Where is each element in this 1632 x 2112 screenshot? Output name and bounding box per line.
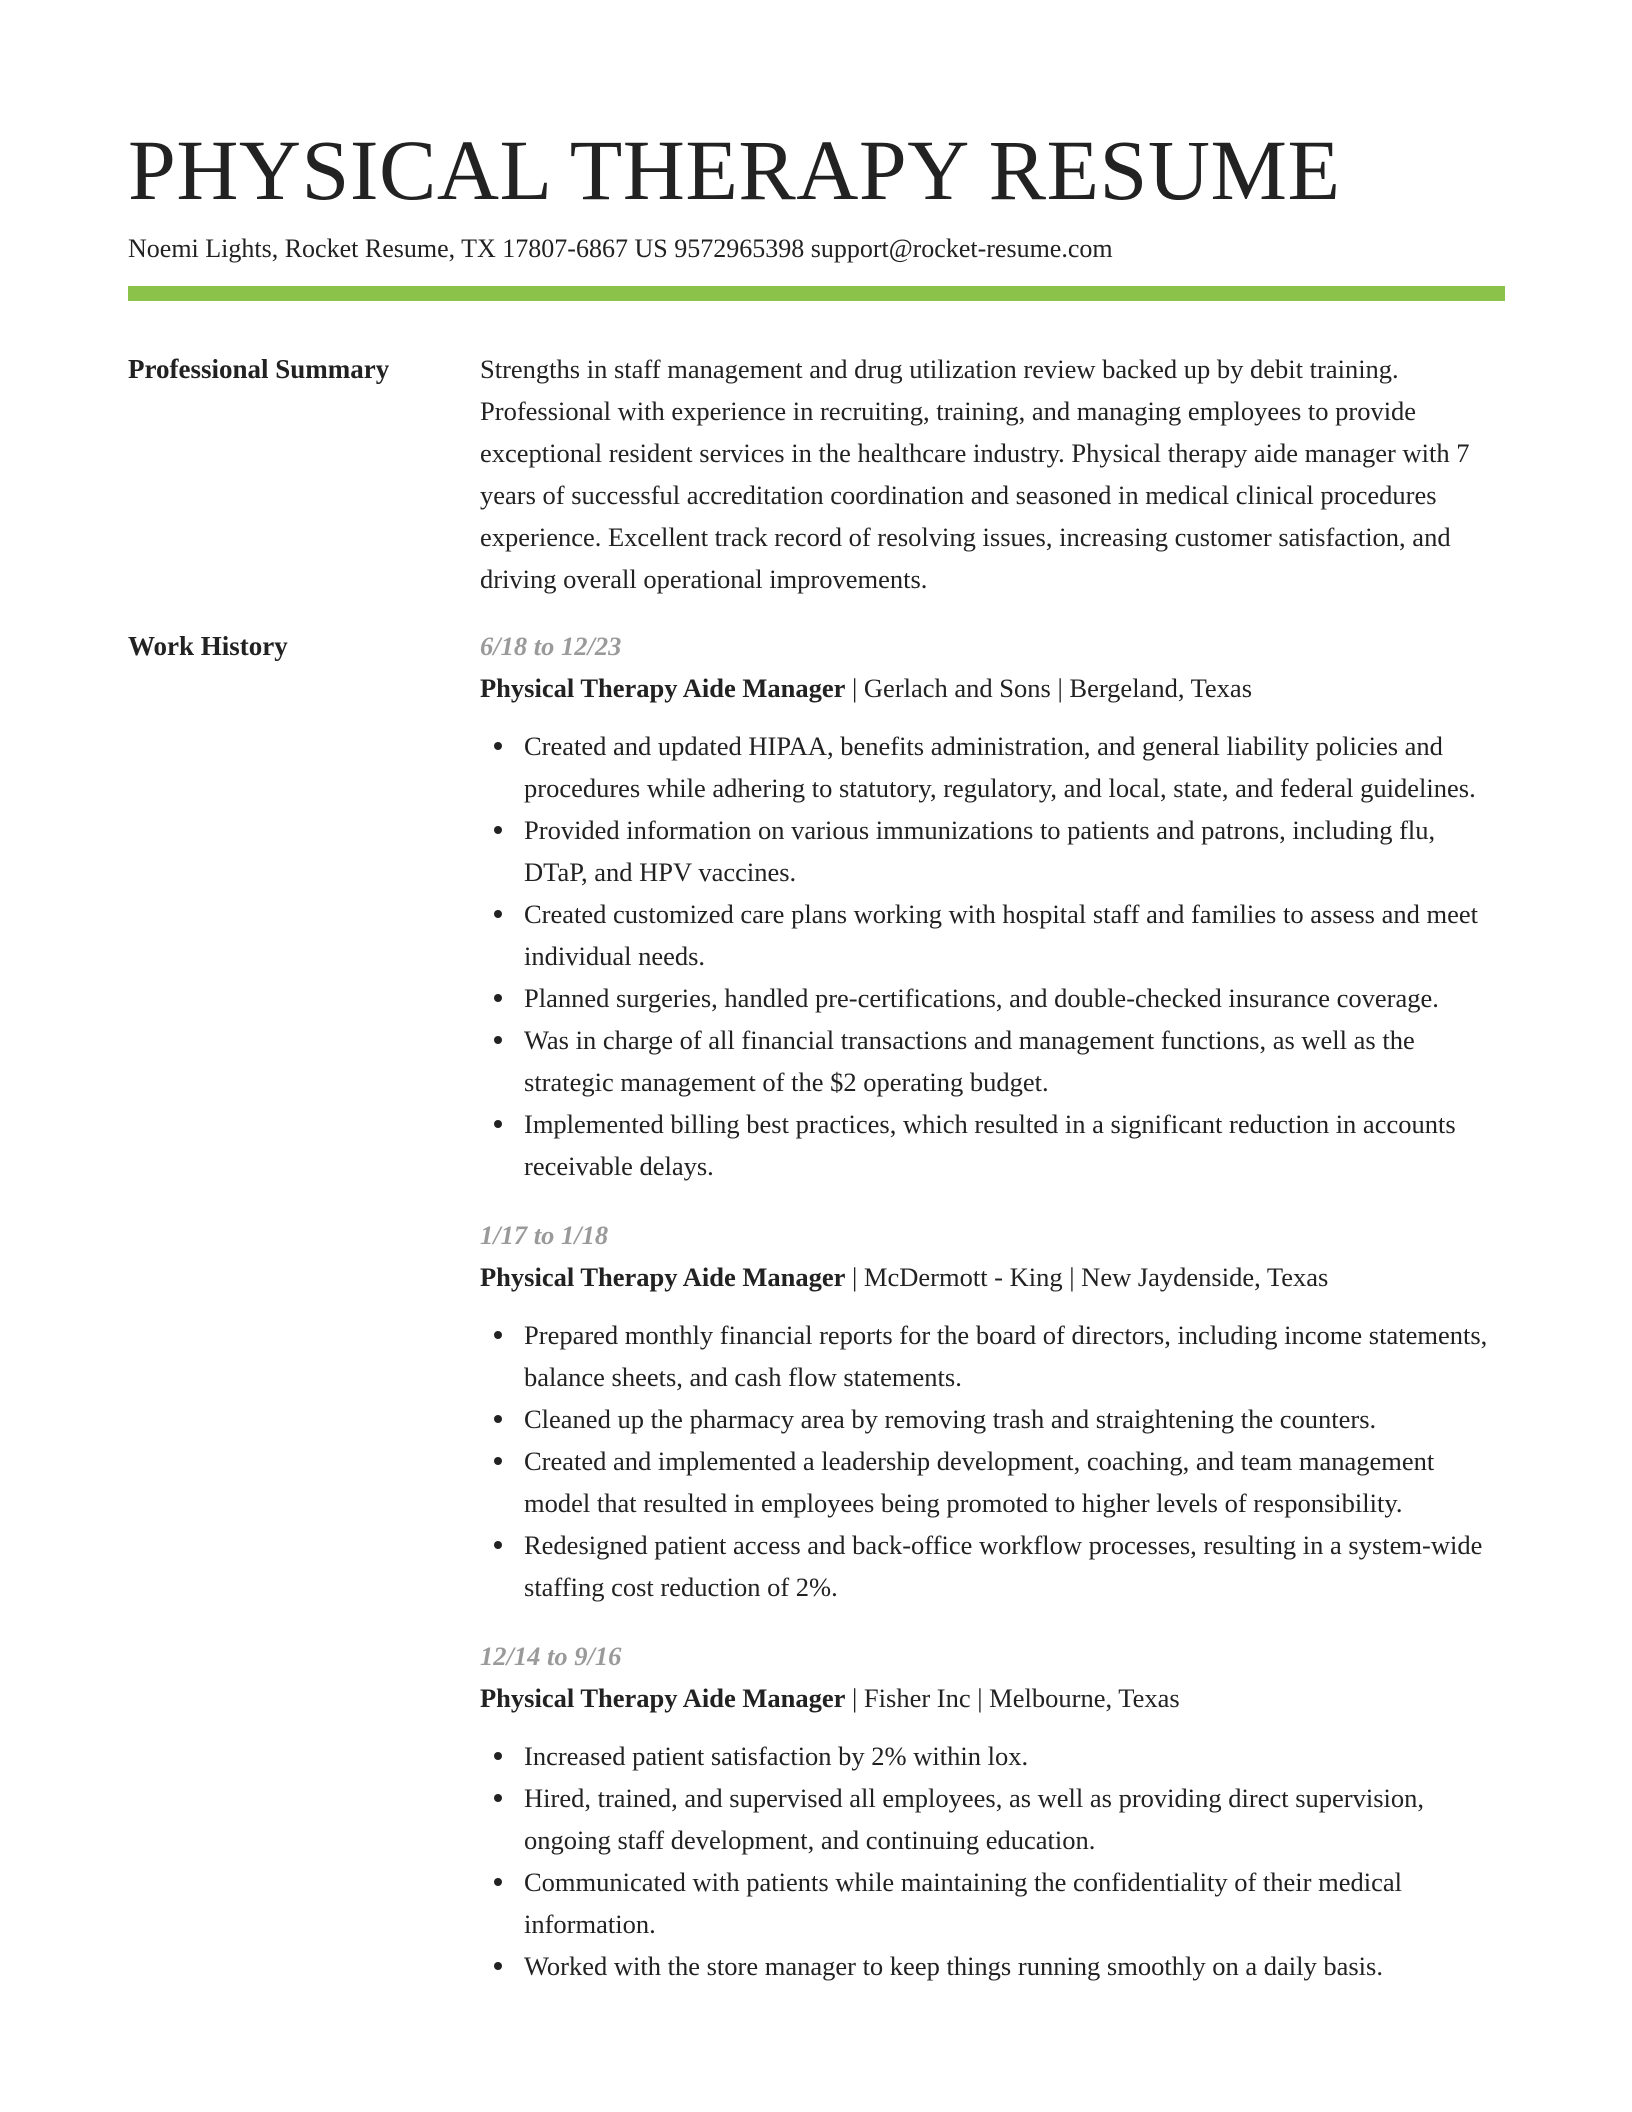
summary-section	[128, 353, 1505, 600]
job-heading	[480, 1677, 1505, 1719]
job-entry	[480, 625, 1505, 1187]
job-bullet	[480, 1945, 1505, 1987]
bullet-icon	[494, 1541, 502, 1549]
bullet-icon	[494, 742, 502, 750]
job-bullet	[480, 1314, 1505, 1398]
job-heading	[480, 667, 1505, 709]
accent-rule	[128, 286, 1505, 301]
job-bullet-text: Created and implemented a leadership development, coaching, and team management model that resulted in employees being promoted to higher levels of responsibility.	[524, 1446, 1435, 1518]
bullet-icon	[494, 1962, 502, 1970]
job-bullet	[480, 977, 1505, 1019]
job-bullet-text: Created customized care plans working with hospital staff and families to assess and meet individual needs.	[524, 899, 1478, 971]
job-bullet-text: Communicated with patients while maintaining the confidentiality of their medical information.	[524, 1867, 1402, 1939]
work-history-section	[128, 630, 1505, 2019]
job-bullet	[480, 1440, 1505, 1524]
summary-text: Strengths in staff management and drug utilization review backed up by debit training. Professional with experience in recruiting, training, and managing employees to provide exceptional resident services in the healthcare industry. Physical therapy aide manager with 7 years of successful accreditation coordination and seasoned in medical clinical procedures experience. Excellent track record of resolving issues, increasing customer satisfaction, and driving overall operational improvements.	[480, 354, 1470, 594]
job-bullet-text: Worked with the store manager to keep things running smoothly on a daily basis.	[524, 1951, 1383, 1981]
job-bullet-text: Redesigned patient access and back-office workflow processes, resulting in a system-wide staffing cost reduction of 2%.	[524, 1530, 1483, 1602]
job-bullet	[480, 1777, 1505, 1861]
job-bullet-text: Created and updated HIPAA, benefits administration, and general liability policies and procedures while adhering to statutory, regulatory, and local, state, and federal guidelines.	[524, 731, 1476, 803]
bullet-icon	[494, 1878, 502, 1886]
bullet-icon	[494, 826, 502, 834]
bullet-icon	[494, 994, 502, 1002]
job-bullet	[480, 1398, 1505, 1440]
bullet-icon	[494, 1036, 502, 1044]
bullet-icon	[494, 1457, 502, 1465]
job-title: Physical Therapy Aide Manager	[480, 1683, 846, 1713]
job-entry	[480, 1635, 1505, 1987]
job-title: Physical Therapy Aide Manager	[480, 1262, 846, 1292]
job-dates: 1/17 to 1/18	[480, 1220, 609, 1250]
job-dates: 12/14 to 9/16	[480, 1641, 622, 1671]
bullet-icon	[494, 1415, 502, 1423]
summary-body	[480, 353, 1505, 600]
job-bullet-text: Cleaned up the pharmacy area by removing trash and straightening the counters.	[524, 1404, 1377, 1434]
job-employer-location: | Gerlach and Sons | Bergeland, Texas	[845, 673, 1253, 703]
work-history-body	[480, 630, 1505, 2019]
job-bullet-list	[480, 1314, 1505, 1608]
bullet-icon	[494, 1752, 502, 1760]
contact-line: Noemi Lights, Rocket Resume, TX 17807-6867 US 9572965398 support@rocket-resume.com	[128, 234, 1113, 263]
job-bullet	[480, 893, 1505, 977]
job-bullet-list	[480, 725, 1505, 1187]
job-bullet-text: Provided information on various immunizations to patients and patrons, including flu, DTaP, and HPV vaccines.	[524, 815, 1436, 887]
job-bullet-text: Hired, trained, and supervised all employees, as well as providing direct supervision, ongoing staff development, and continuing education.	[524, 1783, 1425, 1855]
job-bullet	[480, 1735, 1505, 1777]
job-title: Physical Therapy Aide Manager	[480, 673, 846, 703]
resume-page	[128, 120, 1505, 2019]
job-bullet	[480, 1019, 1505, 1103]
job-bullet-text: Prepared monthly financial reports for the board of directors, including income statements, balance sheets, and cash flow statements.	[524, 1320, 1488, 1392]
job-bullet	[480, 725, 1505, 809]
job-entry	[480, 1214, 1505, 1608]
job-employer-location: | McDermott - King | New Jaydenside, Texas	[845, 1262, 1329, 1292]
job-bullet-list	[480, 1735, 1505, 1987]
work-history-label: Work History	[128, 631, 288, 661]
job-dates: 6/18 to 12/23	[480, 631, 622, 661]
job-employer-location: | Fisher Inc | Melbourne, Texas	[845, 1683, 1180, 1713]
job-bullet	[480, 1524, 1505, 1608]
resume-title: PHYSICAL THERAPY RESUME	[128, 122, 1341, 218]
job-bullet	[480, 809, 1505, 893]
bullet-icon	[494, 1794, 502, 1802]
job-heading	[480, 1256, 1505, 1298]
summary-label: Professional Summary	[128, 354, 390, 384]
job-bullet-text: Increased patient satisfaction by 2% within lox.	[524, 1741, 1029, 1771]
job-bullet-text: Was in charge of all financial transactions and management functions, as well as the strategic management of the $2 operating budget.	[524, 1025, 1415, 1097]
job-bullet	[480, 1861, 1505, 1945]
job-bullet	[480, 1103, 1505, 1187]
bullet-icon	[494, 1120, 502, 1128]
bullet-icon	[494, 910, 502, 918]
bullet-icon	[494, 1331, 502, 1339]
job-bullet-text: Planned surgeries, handled pre-certifications, and double-checked insurance coverage.	[524, 983, 1439, 1013]
job-bullet-text: Implemented billing best practices, which resulted in a significant reduction in accounts receivable delays.	[524, 1109, 1456, 1181]
